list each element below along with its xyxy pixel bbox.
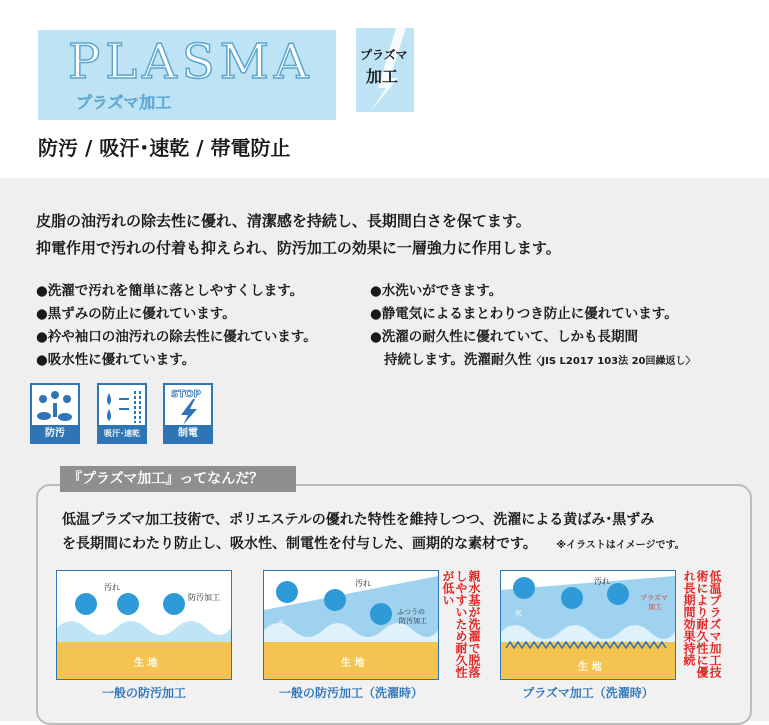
info-line-2 — [62, 532, 685, 558]
feature-list-left — [36, 280, 317, 372]
feature-item: ●水洗いができます。 — [370, 283, 503, 299]
water-label: 水 — [277, 619, 285, 628]
info-line-1: 低温プラズマ加工技術で、ポリエステルの優れた特性を維持しつつ、洗濯による黄ばみ･黒ずみ — [62, 512, 655, 528]
badge-text-line1: プラズマ — [360, 48, 408, 62]
header — [0, 0, 769, 178]
feature-list-right — [370, 280, 696, 373]
icon-label: 防汚 — [32, 425, 78, 442]
intro-text — [36, 208, 561, 262]
fabric-label: 生 地 — [341, 658, 365, 669]
stain-icon — [30, 383, 80, 444]
caption-plasma-wash: プラズマ加工（洗濯時） — [522, 686, 654, 700]
caption-standard-finish: 一般の防汚加工 — [101, 686, 186, 700]
badge-text-line2: 加工 — [366, 67, 399, 86]
water-label: 水 — [514, 609, 522, 618]
plasma-logo — [38, 30, 336, 120]
fabric-label: 生 地 — [578, 662, 602, 673]
icon-label: 制電 — [165, 425, 211, 442]
feature-item: ●衿や袖口の油汚れの除去性に優れています。 — [36, 329, 317, 345]
sweat-dry-icon — [97, 383, 147, 444]
tagline: 防汚 / 吸汗･速乾 / 帯電防止 — [38, 136, 291, 160]
finish-label: ふつうの防汚加工 — [397, 608, 427, 625]
plasma-badge — [356, 28, 414, 112]
info-note: ※イラストはイメージです。 — [556, 540, 685, 551]
feature-item: ●洗濯の耐久性に優れていて、しかも長期間 — [370, 329, 639, 345]
logo-title: PLASMA — [68, 34, 314, 90]
note-standard-wash: 親水基が洗濯で脱落しやすいため耐久性が低い — [441, 570, 481, 678]
content-area — [0, 178, 769, 721]
feature-item: ●黒ずみの防止に優れています。 — [36, 306, 236, 322]
feature-item — [370, 349, 696, 373]
note-plasma-wash: 低温プラズマ加工技術により耐久性に優れ長期間効果持続 — [682, 570, 722, 678]
illustration-standard-finish — [56, 570, 232, 680]
feature-item: ●吸水性に優れています。 — [36, 352, 196, 368]
icon-label: 吸汗･速乾 — [99, 425, 145, 442]
icon-top-text: STOP — [171, 389, 201, 400]
finish-label: 防汚加工 — [188, 593, 220, 602]
info-line-2-text: を長期間にわたり防止し、吸水性、制電性を付与した、画期的な素材です。 — [62, 536, 537, 552]
dirt-label: 汚れ — [594, 577, 610, 586]
caption-standard-wash: 一般の防汚加工（洗濯時） — [278, 686, 423, 700]
fabric-label: 生 地 — [134, 658, 158, 669]
illustration-plasma-wash — [500, 570, 676, 680]
feature-item: ●洗濯で汚れを簡単に落としやすくします。 — [36, 283, 304, 299]
intro-line-1: 皮脂の油汚れの除去性に優れ、清潔感を持続し、長期間白さを保てます。 — [36, 212, 531, 230]
feature-item-text: 持続します。洗濯耐久性 — [384, 352, 532, 368]
durability-note: 〈JIS L2017 103法 20回繰返し〉 — [531, 356, 696, 367]
finish-label: プラズマ加工 — [640, 594, 668, 611]
illustration-standard-wash — [263, 570, 439, 680]
antistatic-icon — [163, 383, 213, 444]
info-text — [62, 508, 685, 558]
logo-subtitle: プラズマ加工 — [76, 93, 172, 112]
info-title: 『プラズマ加工』ってなんだ？ — [60, 466, 296, 492]
feature-item: ●静電気によるまとわりつき防止に優れています。 — [370, 306, 678, 322]
dirt-label: 汚れ — [104, 583, 120, 592]
dirt-label: 汚れ — [355, 579, 371, 588]
intro-line-2: 抑電作用で汚れの付着も抑えられ、防汚加工の効果に一層強力に作用します。 — [36, 239, 561, 257]
